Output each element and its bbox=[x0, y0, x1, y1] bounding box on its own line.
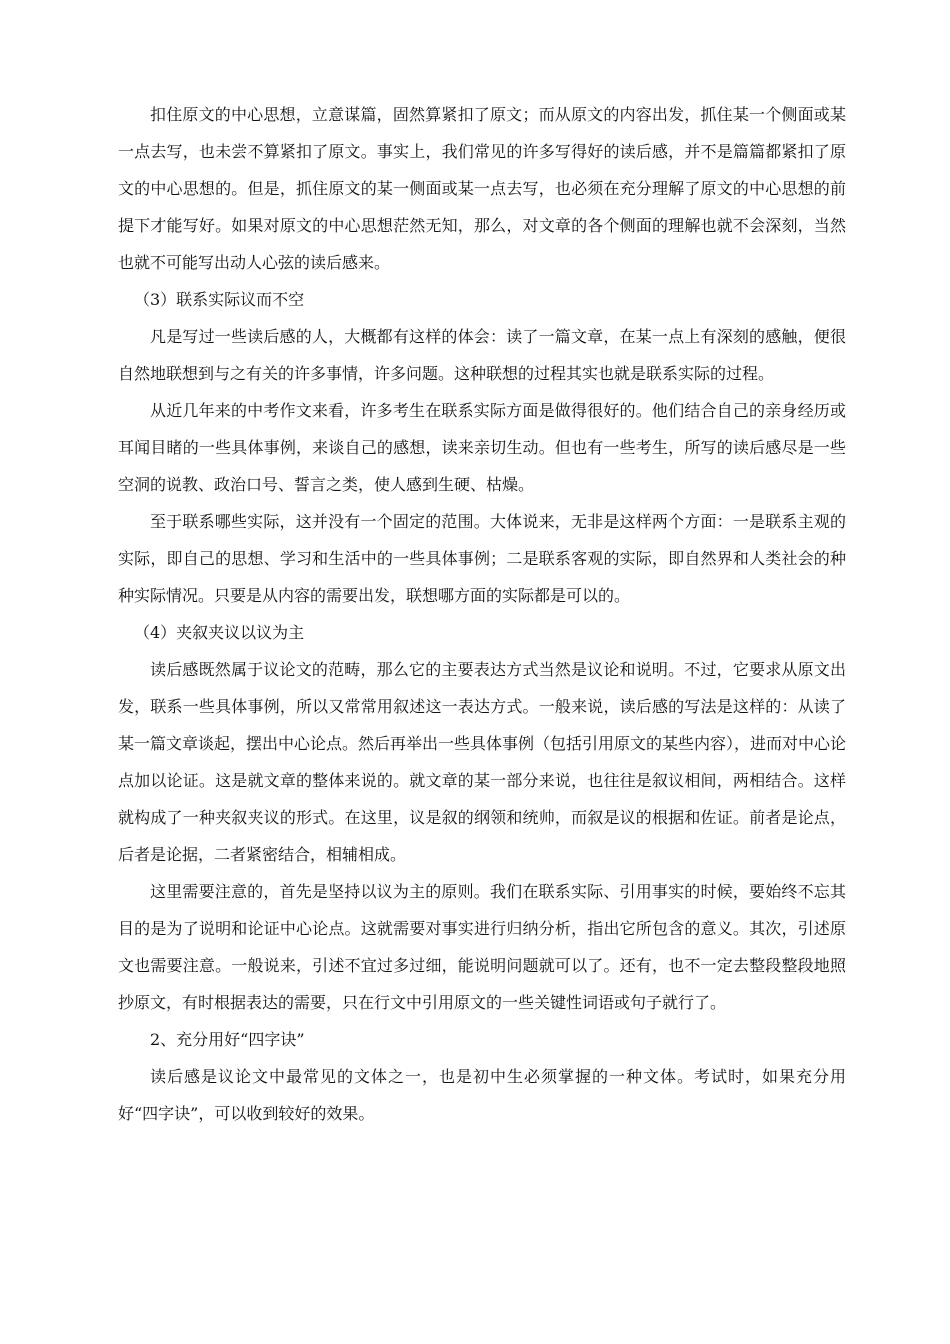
paragraph-2: 凡是写过一些读后感的人，大概都有这样的体会：读了一篇文章，在某一点上有深刻的感触，便很自然地联想到与之有关的许多事情，许多问题。这种联想的过程其实也就是联系实际的过程。 bbox=[118, 327, 846, 383]
paragraph-7: 读后感是议论文中最常见的文体之一，也是初中生必须掌握的一种文体。考试时，如果充分用好“四字诀”，可以收到较好的效果。 bbox=[118, 1067, 846, 1123]
document-body bbox=[118, 96, 846, 1132]
paragraph-4: 至于联系哪些实际，这并没有一个固定的范围。大体说来，无非是这样两个方面：一是联系主观的实际，即自己的思想、学习和生活中的一些具体事例；二是联系客观的实际，即自然界和人类社会的种种实际情况。只要是从内容的需要出发，联想哪方面的实际都是可以的。 bbox=[118, 512, 846, 605]
paragraph-1: 扣住原文的中心思想，立意谋篇，固然算紧扣了原文；而从原文的内容出发，抓住某一个侧面或某一点去写，也未尝不算紧扣了原文。事实上，我们常见的许多写得好的读后感，并不是篇篇都紧扣了原文的中心思想的。但是，抓住原文的某一侧面或某一点去写，也必须在充分理解了原文的中心思想的前提下才能写好。如果对原文的中心思想茫然无知，那么，对文章的各个侧面的理解也就不会深刻，当然也就不可能写出动人心弦的读后感来。 bbox=[118, 105, 846, 272]
paragraph-6: 这里需要注意的，首先是坚持以议为主的原则。我们在联系实际、引用事实的时候，要始终不忘其目的是为了说明和论证中心论点。这就需要对事实进行归纳分析，指出它所包含的意义。其次，引述原文也需要注意。一般说来，引述不宜过多过细，能说明问题就可以了。还有，也不一定去整段整段地照抄原文，有时根据表达的需要，只在行文中引用原文的一些关键性词语或句子就行了。 bbox=[118, 882, 846, 1012]
section-heading-2: 2、充分用好“四字诀” bbox=[150, 1030, 305, 1049]
paragraph-3: 从近几年来的中考作文来看，许多考生在联系实际方面是做得很好的。他们结合自己的亲身经历或耳闻目睹的一些具体事例，来谈自己的感想，读来亲切生动。但也有一些考生，所写的读后感尽是一些空洞的说教、政治口号、誓言之类，使人感到生硬、枯燥。 bbox=[118, 401, 846, 494]
section-heading-3: （3）联系实际议而不空 bbox=[134, 290, 305, 309]
section-heading-4: （4）夹叙夹议以议为主 bbox=[134, 623, 305, 642]
paragraph-5: 读后感既然属于议论文的范畴，那么它的主要表达方式当然是议论和说明。不过，它要求从原文出发，联系一些具体事例，所以又常常用叙述这一表达方式。一般来说，读后感的写法是这样的：从读了某一篇文章谈起，摆出中心论点。然后再举出一些具体事例（包括引用原文的某些内容），进而对中心论点加以论证。这是就文章的整体来说的。就文章的某一部分来说，也往往是叙议相间，两相结合。这样就构成了一种夹叙夹议的形式。在这里，议是叙的纲领和统帅，而叙是议的根据和佐证。前者是论点，后者是论据，二者紧密结合，相辅相成。 bbox=[118, 660, 847, 864]
